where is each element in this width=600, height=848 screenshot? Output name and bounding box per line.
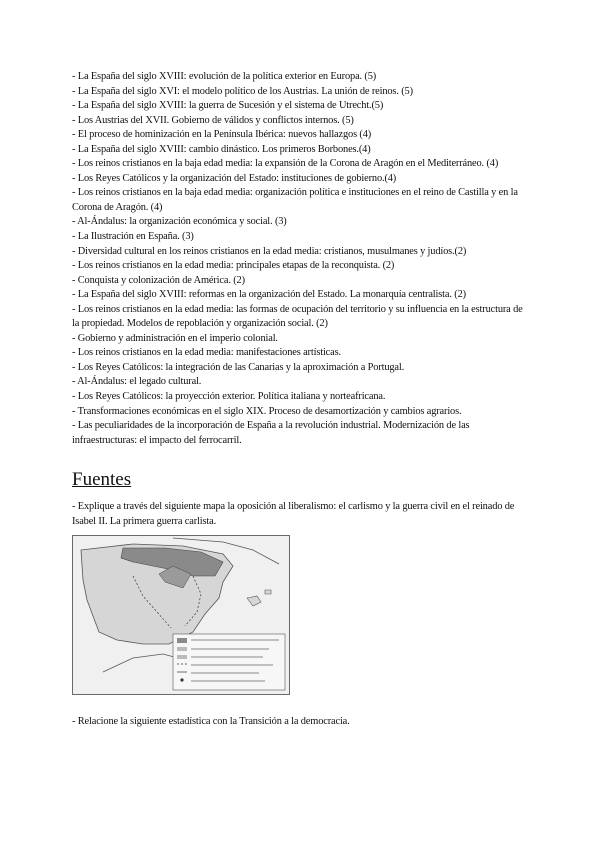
topic-item: - La España del siglo XVIII: evolución de la política exterior en Europa. (5) (72, 71, 377, 82)
topic-item: - La España del siglo XVI: el modelo político de los Austrias. La unión de reinos. (5) (72, 85, 413, 97)
map-legend (173, 634, 285, 690)
topic-item: - La España del siglo XVIII: reformas en la organización del Estado. La monarquía centralista. (2) (72, 289, 466, 301)
map-image (72, 535, 290, 695)
topic-item: - Diversidad cultural en los reinos cristianos en la edad media: cristianos, musulmanes y judíos.(2) (72, 245, 467, 257)
topic-item: - Los reinos cristianos en la baja edad media: organización política e instituciones en el reino de Castilla y en la Corona de Aragón. (4) (72, 187, 518, 213)
topic-item: - Los reinos cristianos en la edad media: las formas de ocupación del territorio y su influencia en la estructura de la propiedad. Modelos de repoblación y organización social. (2) (72, 303, 523, 330)
topic-item: - Las peculiaridades de la incorporación de España a la revolución industrial. Modernización de las infraestructuras: el impacto del ferrocarril. (72, 420, 470, 446)
topic-item: - Al-Ándalus: el legado cultural. (72, 376, 202, 388)
topic-item: - La Ilustración en España. (3) (72, 231, 194, 243)
topic-item: - Los Reyes Católicos: la proyección exterior. Política italiana y norteafricana. (72, 391, 386, 403)
topic-item: - La España del siglo XVIII: la guerra de Sucesión y el sistema de Utrecht.(5) (72, 100, 384, 112)
topic-item: - Los Reyes Católicos: la integración de las Canarias y la aproximación a Portugal. (72, 361, 405, 373)
topic-item: - Los Reyes Católicos y la organización del Estado: instituciones de gobierno.(4) (72, 172, 397, 184)
topic-item: - Gobierno y administración en el imperio colonial. (72, 332, 278, 344)
source-question: - Relacione la siguiente estadística con la Transición a la democracia. (72, 716, 350, 728)
topic-item: - Los Austrias del XVII. Gobierno de válidos y conflictos internos. (5) (72, 114, 354, 126)
topic-item: - El proceso de hominización en la Península Ibérica: nuevos hallazgos (4) (72, 129, 372, 141)
document-page (72, 70, 528, 730)
topic-item: - La España del siglo XVIII: cambio dinástico. Los primeros Borbones.(4) (72, 143, 371, 155)
section-title: Fuentes (72, 469, 132, 491)
topic-item: - Al-Ándalus: la organización económica y social. (3) (72, 216, 287, 228)
topic-item: - Transformaciones económicas en el siglo XIX. Proceso de desamortización y cambios agrarios. (72, 405, 462, 417)
topic-list (72, 70, 528, 448)
topic-item: - Los reinos cristianos en la edad media: principales etapas de la reconquista. (2) (72, 260, 395, 272)
source-question: - Explique a través del siguiente mapa la oposición al liberalismo: el carlismo y la guerra civil en el reinado de Isabel II. La primera guerra carlista. (72, 501, 515, 527)
topic-item: - Conquista y colonización de América. (2) (72, 274, 245, 286)
topic-item: - Los reinos cristianos en la baja edad media: la expansión de la Corona de Aragón en el Mediterráneo. (4) (72, 158, 499, 170)
topic-item: - Los reinos cristianos en la edad media: manifestaciones artísticas. (72, 347, 341, 359)
